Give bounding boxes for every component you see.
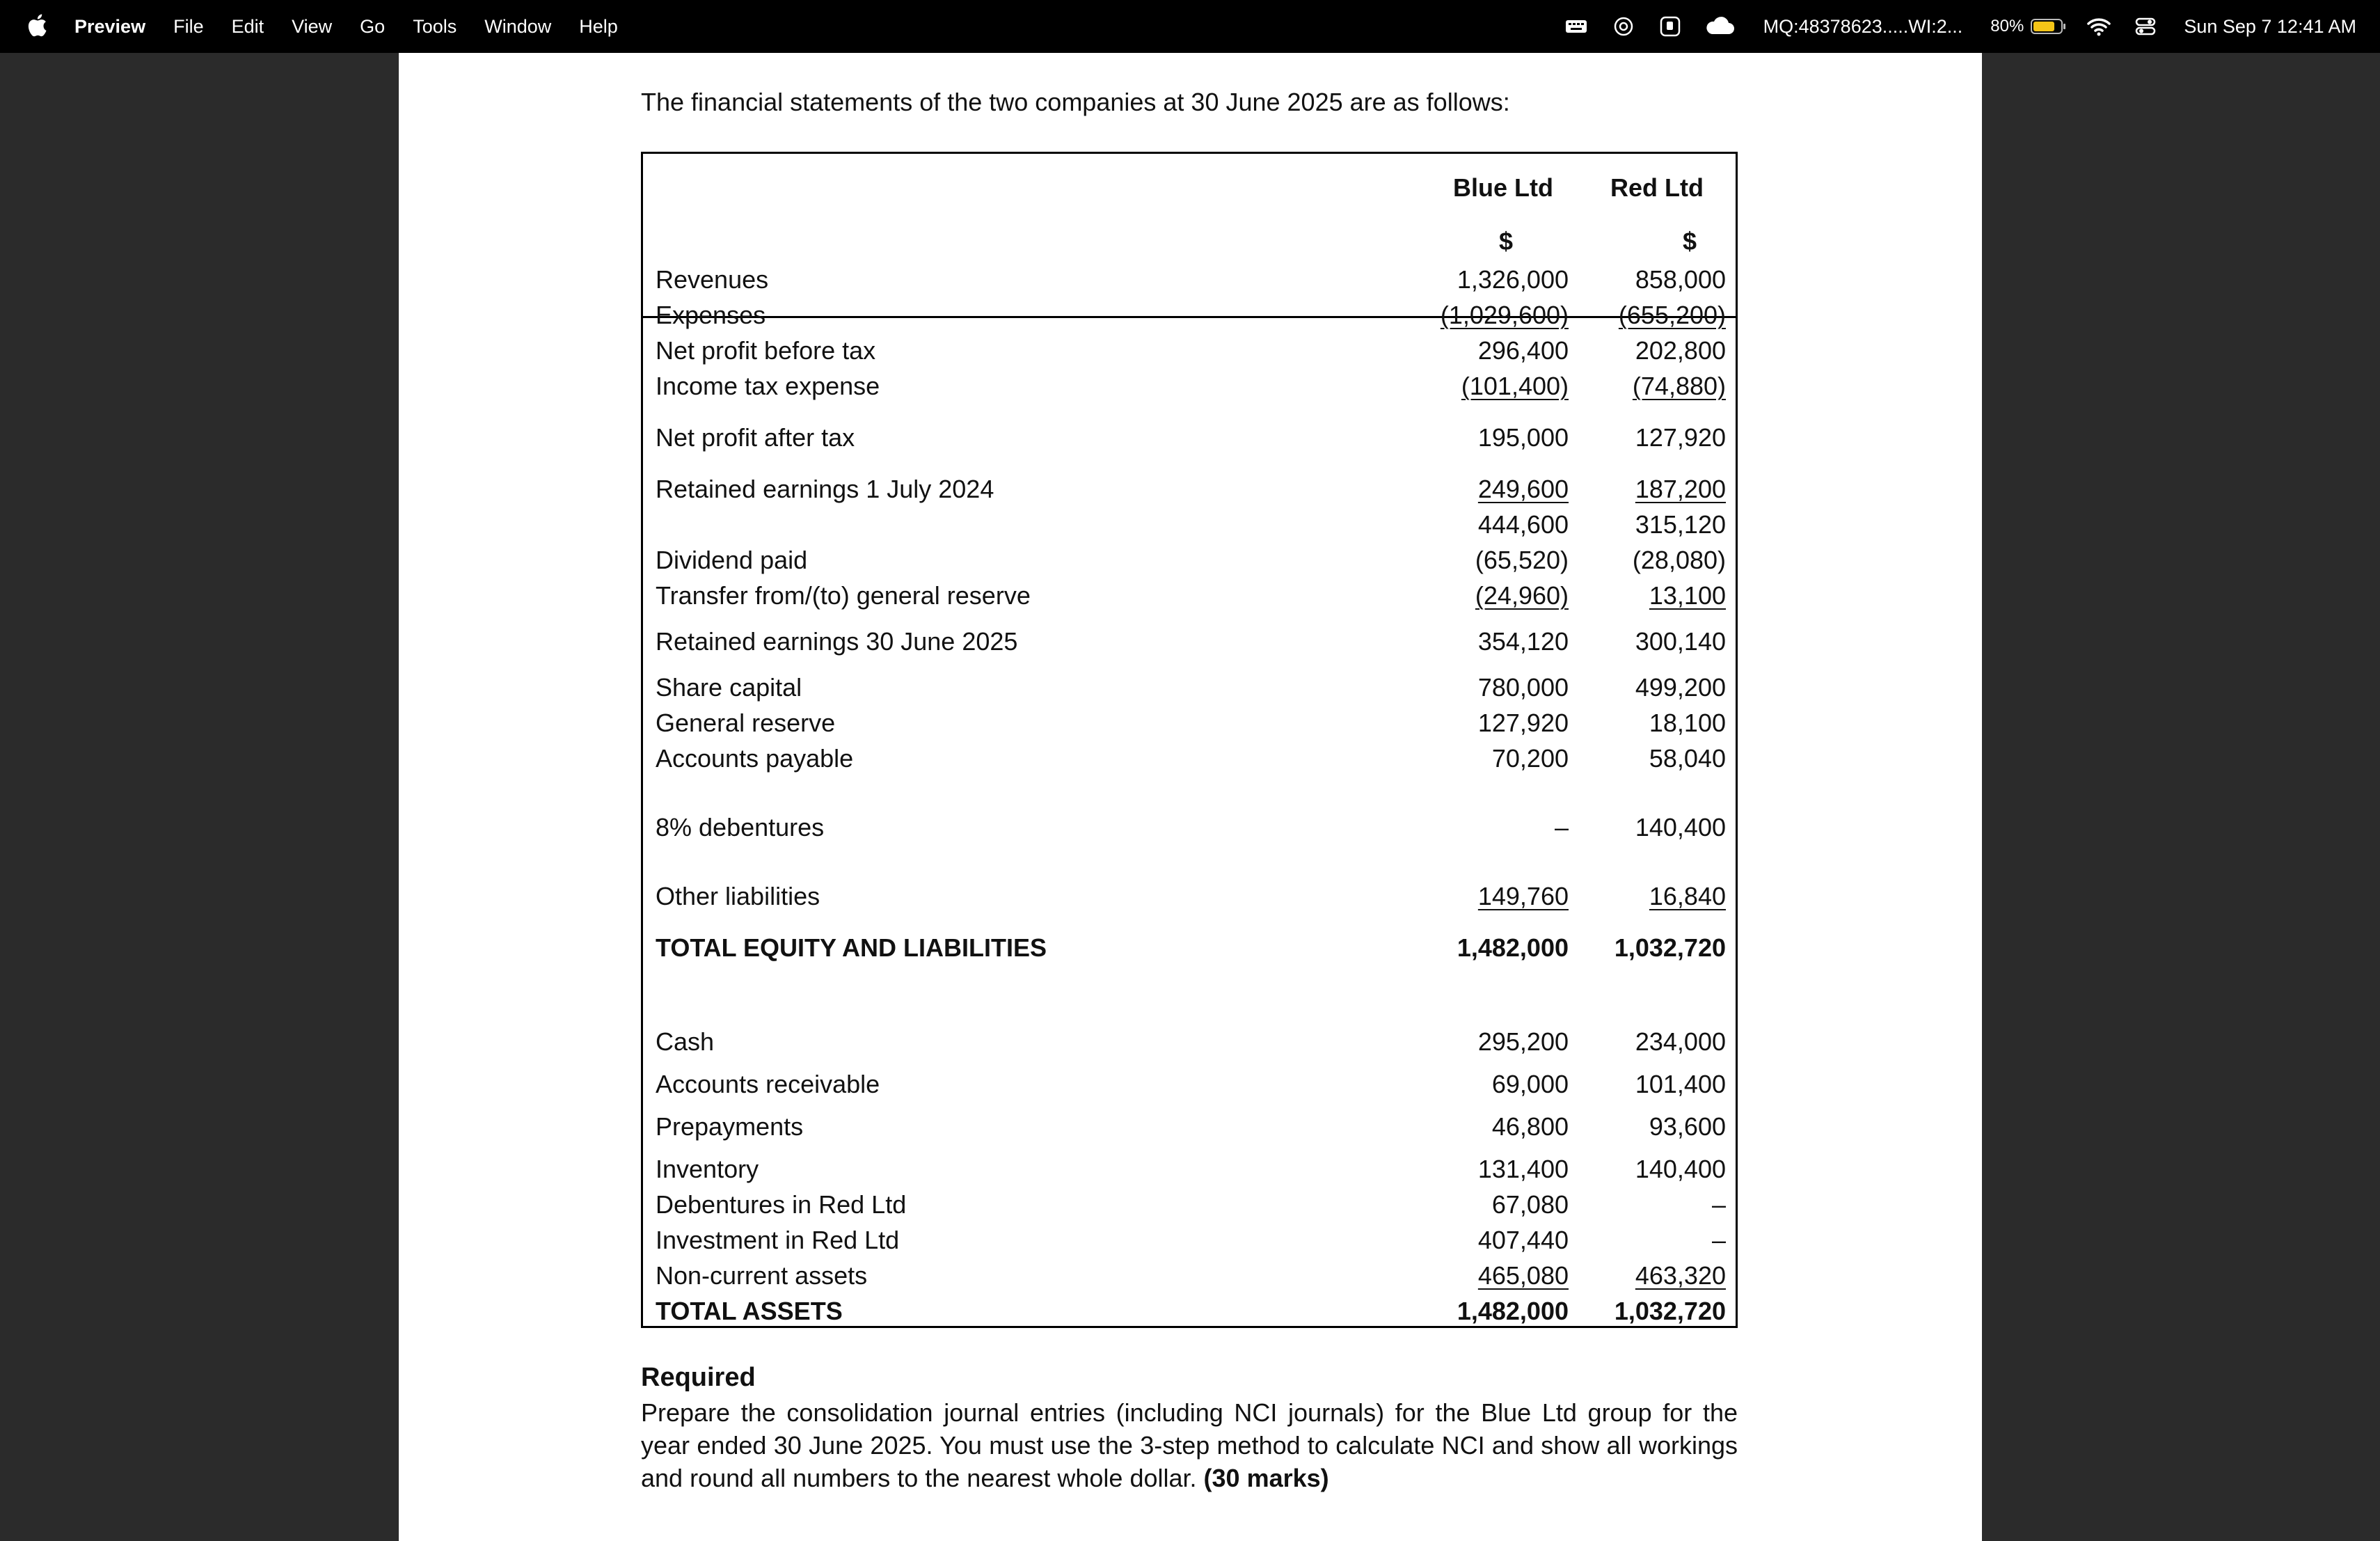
table-row xyxy=(643,475,1736,508)
battery-percent: 80% xyxy=(1990,17,2024,35)
blue-ltd-value: 46,800 xyxy=(1491,1112,1569,1141)
table-row xyxy=(643,372,1736,405)
blue-ltd-value: 780,000 xyxy=(1477,673,1569,702)
financial-statements-table xyxy=(641,152,1738,1328)
intro-text: The financial statements of the two companies at 30 June 2025 are as follows: xyxy=(641,88,1510,116)
menu-file[interactable]: File xyxy=(173,15,204,37)
table-row xyxy=(643,265,1736,299)
blue-ltd-value: (24,960) xyxy=(1475,581,1569,610)
table-row xyxy=(643,933,1736,967)
row-label: Net profit before tax xyxy=(656,336,876,365)
menu-tools[interactable]: Tools xyxy=(413,15,457,37)
blue-ltd-value: 67,080 xyxy=(1491,1190,1569,1219)
row-label: TOTAL ASSETS xyxy=(656,1297,843,1325)
table-row xyxy=(643,301,1736,334)
clock[interactable]: Sun Sep 7 12:41 AM xyxy=(2184,15,2356,37)
blue-ltd-value: 407,440 xyxy=(1477,1226,1569,1254)
table-row xyxy=(643,882,1736,915)
blue-ltd-value: 444,600 xyxy=(1477,510,1569,539)
row-label: Prepayments xyxy=(656,1112,804,1141)
menu-view[interactable]: View xyxy=(292,15,333,37)
menu-items xyxy=(74,0,646,53)
red-ltd-value: – xyxy=(1711,1226,1726,1254)
blue-ltd-value: 295,200 xyxy=(1477,1027,1569,1056)
table-row xyxy=(643,627,1736,661)
clipboard-icon[interactable] xyxy=(1659,15,1681,38)
blue-ltd-value: 249,600 xyxy=(1477,475,1569,503)
table-row xyxy=(643,1297,1736,1330)
table-row xyxy=(643,1190,1736,1224)
column-header-blue: Blue Ltd xyxy=(1453,173,1553,202)
table-row xyxy=(643,1070,1736,1103)
red-ltd-value: 234,000 xyxy=(1635,1027,1726,1056)
table-row xyxy=(643,581,1736,615)
red-ltd-value: 463,320 xyxy=(1635,1261,1726,1290)
table-row xyxy=(643,546,1736,579)
battery-icon[interactable] xyxy=(2031,19,2063,34)
blue-ltd-value: 131,400 xyxy=(1477,1155,1569,1183)
blue-ltd-value: 1,326,000 xyxy=(1457,265,1569,294)
red-ltd-value: 127,920 xyxy=(1635,423,1726,452)
red-ltd-value: 16,840 xyxy=(1649,882,1726,910)
red-ltd-value: (655,200) xyxy=(1618,301,1726,329)
red-ltd-value: – xyxy=(1711,1190,1726,1219)
required-body: Prepare the consolidation journal entries (including NCI journals) for the Blue Ltd group for the year ended 30 June 2025. You must use the 3-step method to calculate NCI and show all workings and round all numbers to the nearest whole dollar. xyxy=(641,1398,1738,1492)
red-ltd-value: 18,100 xyxy=(1649,709,1726,737)
row-label: Investment in Red Ltd xyxy=(656,1226,900,1254)
row-label: Expenses xyxy=(656,301,766,329)
table-row xyxy=(643,423,1736,457)
row-label: Revenues xyxy=(656,265,769,294)
table-row xyxy=(643,744,1736,777)
red-ltd-value: 140,400 xyxy=(1635,1155,1726,1183)
row-label: Inventory xyxy=(656,1155,759,1183)
blue-ltd-value: – xyxy=(1554,813,1569,841)
row-label: Dividend paid xyxy=(656,546,808,574)
blue-ltd-value: 195,000 xyxy=(1477,423,1569,452)
table-row xyxy=(643,1226,1736,1259)
red-ltd-value: (28,080) xyxy=(1632,546,1726,574)
blue-ltd-value: (65,520) xyxy=(1475,546,1569,574)
red-ltd-value: (74,880) xyxy=(1632,372,1726,400)
table-row xyxy=(643,1027,1736,1061)
red-ltd-value: 1,032,720 xyxy=(1614,1297,1726,1325)
red-ltd-value: 93,600 xyxy=(1649,1112,1726,1141)
menu-bar xyxy=(0,0,2380,53)
keyboard-icon[interactable] xyxy=(1564,17,1588,35)
status-area xyxy=(1541,0,2356,53)
blue-ltd-value: 354,120 xyxy=(1477,627,1569,656)
network-label[interactable]: MQ:48378623.....WI:2... xyxy=(1763,15,1963,37)
blue-ltd-value: (101,400) xyxy=(1461,372,1569,400)
blue-ltd-value: 465,080 xyxy=(1477,1261,1569,1290)
table-row xyxy=(643,813,1736,846)
document-page xyxy=(399,53,1982,1541)
red-ltd-value: 187,200 xyxy=(1635,475,1726,503)
chatgpt-icon[interactable] xyxy=(1612,15,1635,38)
wifi-icon[interactable] xyxy=(2086,17,2111,36)
blue-ltd-value: 296,400 xyxy=(1477,336,1569,365)
blue-ltd-value: 127,920 xyxy=(1477,709,1569,737)
menu-app-name[interactable]: Preview xyxy=(74,15,146,37)
blue-ltd-value: 149,760 xyxy=(1477,882,1569,910)
required-marks: (30 marks) xyxy=(1203,1464,1329,1492)
required-heading: Required xyxy=(641,1363,756,1392)
required-instructions xyxy=(641,1396,1738,1494)
row-label: Other liabilities xyxy=(656,882,820,910)
row-label: Debentures in Red Ltd xyxy=(656,1190,907,1219)
column-header-red: Red Ltd xyxy=(1610,173,1704,202)
battery-fill xyxy=(2033,22,2054,31)
red-ltd-value: 140,400 xyxy=(1635,813,1726,841)
red-ltd-value: 58,040 xyxy=(1649,744,1726,773)
row-label: Retained earnings 30 June 2025 xyxy=(656,627,1018,656)
table-row xyxy=(643,1112,1736,1146)
blue-ltd-value: 1,482,000 xyxy=(1457,1297,1569,1325)
red-ltd-value: 101,400 xyxy=(1635,1070,1726,1098)
row-label: Non-current assets xyxy=(656,1261,868,1290)
menu-edit[interactable]: Edit xyxy=(231,15,264,37)
table-row xyxy=(643,1155,1736,1188)
table-row xyxy=(643,336,1736,370)
row-label: Share capital xyxy=(656,673,802,702)
row-label: Cash xyxy=(656,1027,715,1056)
table-row xyxy=(643,673,1736,706)
table-row xyxy=(643,709,1736,742)
row-label: Income tax expense xyxy=(656,372,880,400)
row-label: TOTAL EQUITY AND LIABILITIES xyxy=(656,933,1047,962)
red-ltd-value: 499,200 xyxy=(1635,673,1726,702)
blue-ltd-value: (1,029,600) xyxy=(1440,301,1569,329)
row-label: Accounts receivable xyxy=(656,1070,880,1098)
control-center-icon[interactable] xyxy=(2135,16,2156,37)
row-label: Retained earnings 1 July 2024 xyxy=(656,475,994,503)
table-row xyxy=(643,510,1736,544)
red-ltd-value: 202,800 xyxy=(1635,336,1726,365)
menu-help[interactable]: Help xyxy=(579,15,618,37)
table-row xyxy=(643,1261,1736,1295)
red-ltd-value: 300,140 xyxy=(1635,627,1726,656)
blue-ltd-value: 1,482,000 xyxy=(1457,933,1569,962)
apple-menu-icon[interactable] xyxy=(26,13,47,38)
red-ltd-value: 1,032,720 xyxy=(1614,933,1726,962)
blue-ltd-value: 70,200 xyxy=(1491,744,1569,773)
column-unit-red: $ xyxy=(1682,227,1697,255)
blue-ltd-value: 69,000 xyxy=(1491,1070,1569,1098)
menu-window[interactable]: Window xyxy=(484,15,552,37)
cloud-icon[interactable] xyxy=(1705,16,1736,37)
row-label: 8% debentures xyxy=(656,813,825,841)
menu-go[interactable]: Go xyxy=(360,15,386,37)
row-label: Net profit after tax xyxy=(656,423,855,452)
column-unit-blue: $ xyxy=(1498,227,1513,255)
row-label: General reserve xyxy=(656,709,836,737)
red-ltd-value: 315,120 xyxy=(1635,510,1726,539)
red-ltd-value: 858,000 xyxy=(1635,265,1726,294)
row-label: Accounts payable xyxy=(656,744,854,773)
row-label: Transfer from/(to) general reserve xyxy=(656,581,1031,610)
red-ltd-value: 13,100 xyxy=(1649,581,1726,610)
